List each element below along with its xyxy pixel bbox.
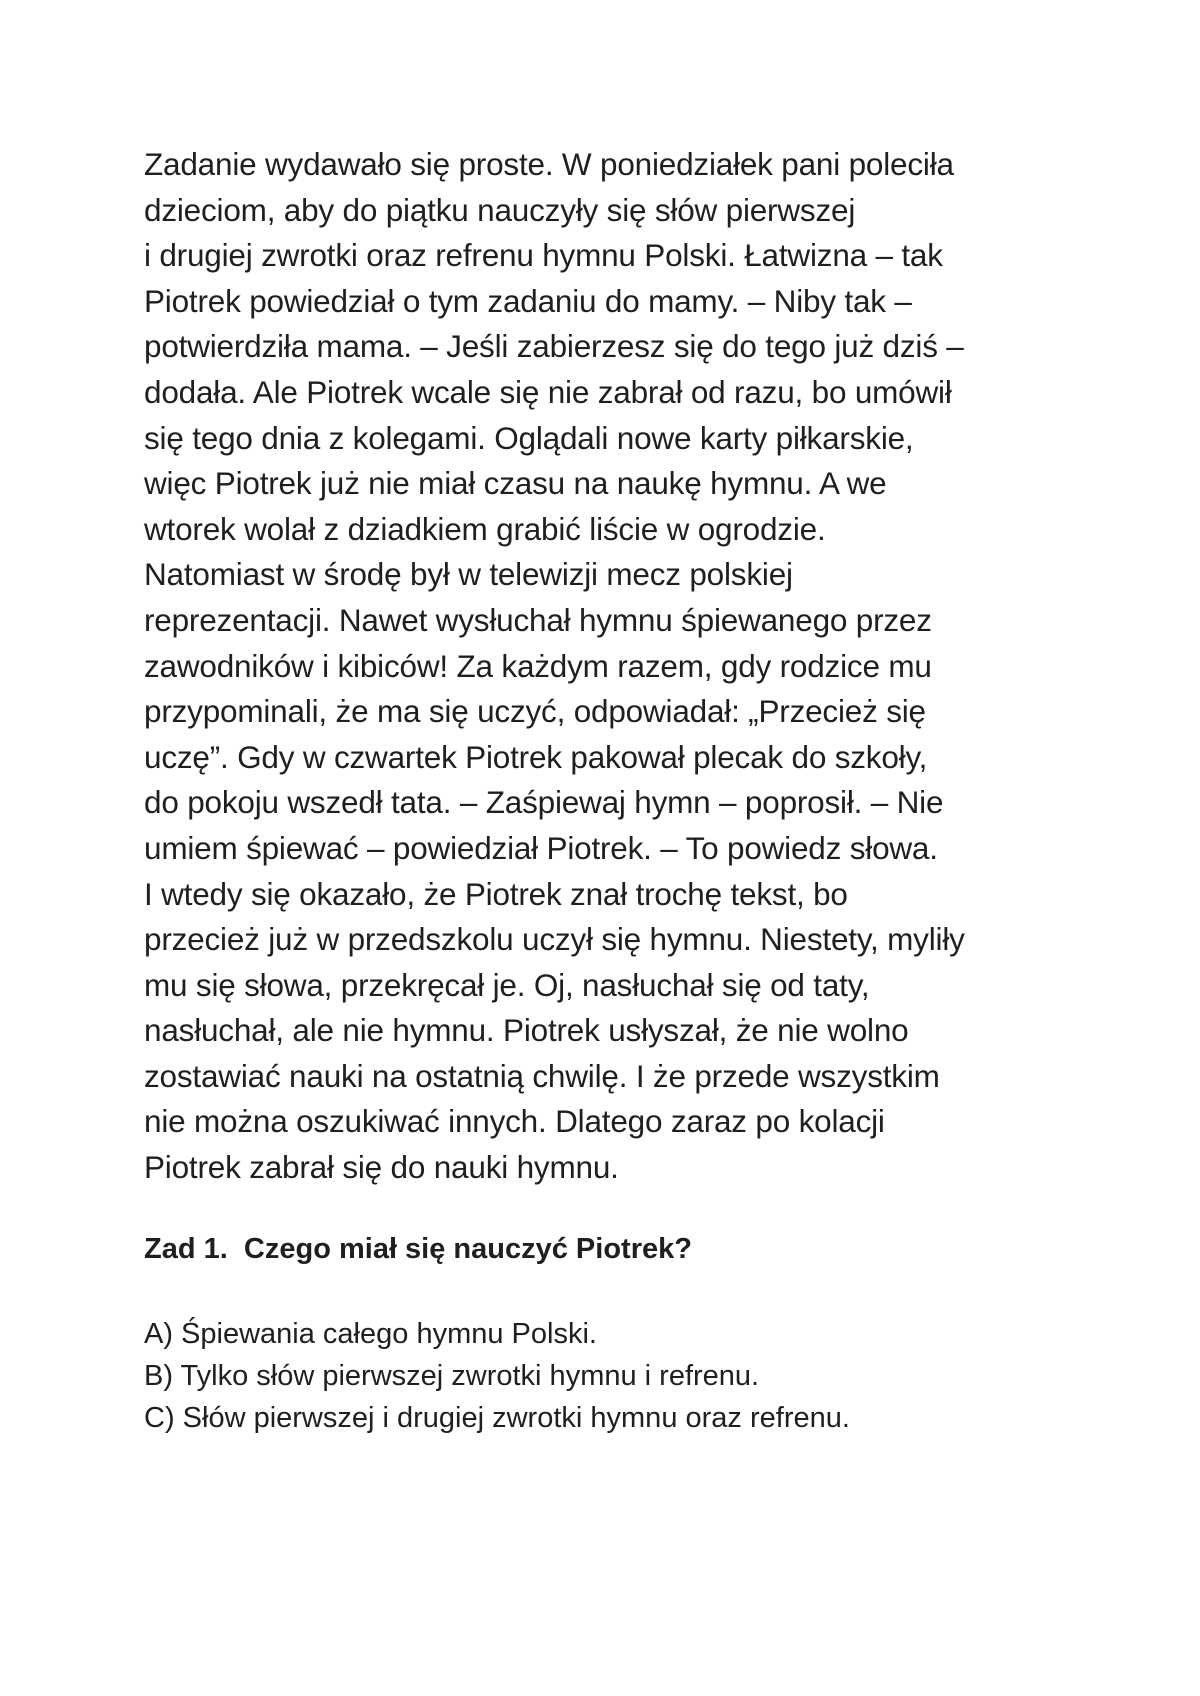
question-heading: Zad 1. Czego miał się nauczyć Piotrek? <box>144 1233 692 1265</box>
story-line: i drugiej zwrotki oraz refrenu hymnu Polski. Łatwizna – tak <box>144 237 943 274</box>
story-line: I wtedy się okazało, że Piotrek znał trochę tekst, bo <box>144 875 848 912</box>
story-line: zawodników i kibiców! Za każdym razem, gdy rodzice mu <box>144 647 932 684</box>
story-line: dodała. Ale Piotrek wcale się nie zabrał od razu, bo umówił <box>144 373 952 410</box>
story-line: się tego dnia z kolegami. Oglądali nowe karty piłkarskie, <box>144 419 914 456</box>
story-line: dzieciom, aby do piątku nauczyły się słów pierwszej <box>144 191 856 228</box>
story-line: mu się słowa, przekręcał je. Oj, nasłuchał się od taty, <box>144 966 870 1003</box>
story-line: reprezentacji. Nawet wysłuchał hymnu śpiewanego przez <box>144 601 932 638</box>
story-line: Piotrek powiedział o tym zadaniu do mamy. – Niby tak – <box>144 282 912 319</box>
story-line: Natomiast w środę był w telewizji mecz polskiej <box>144 556 793 593</box>
story-line: wtorek wolał z dziadkiem grabić liście w ogrodzie. <box>144 510 826 547</box>
story-line: zostawiać nauki na ostatnią chwilę. I że przede wszystkim <box>144 1057 940 1094</box>
answer-option-b: B) Tylko słów pierwszej zwrotki hymnu i refrenu. <box>144 1360 760 1392</box>
story-line: potwierdziła mama. – Jeśli zabierzesz się do tego już dziś – <box>144 328 964 365</box>
story-line: Zadanie wydawało się proste. W poniedziałek pani poleciła <box>144 146 954 182</box>
story-line: nasłuchał, ale nie hymnu. Piotrek usłyszał, że nie wolno <box>144 1012 909 1049</box>
story-line: uczę”. Gdy w czwartek Piotrek pakował plecak do szkoły, <box>144 738 928 775</box>
answer-list <box>144 1313 850 1439</box>
story-text <box>144 142 1104 1191</box>
story-line: nie można oszukiwać innych. Dlatego zaraz po kolacji <box>144 1103 885 1140</box>
story-line: przecież już w przedszkolu uczył się hymnu. Niestety, myliły <box>144 921 965 958</box>
answer-option-c: C) Słów pierwszej i drugiej zwrotki hymnu oraz refrenu. <box>144 1402 850 1434</box>
story-line: umiem śpiewać – powiedział Piotrek. – To powiedz słowa. <box>144 829 938 866</box>
story-line: do pokoju wszedł tata. – Zaśpiewaj hymn – poprosił. – Nie <box>144 784 944 821</box>
story-line: przypominali, że ma się uczyć, odpowiadał: „Przecież się <box>144 693 926 730</box>
answer-option-a: A) Śpiewania całego hymnu Polski. <box>144 1318 597 1350</box>
story-line: Piotrek zabrał się do nauki hymnu. <box>144 1149 619 1186</box>
story-line: więc Piotrek już nie miał czasu na naukę hymnu. A we <box>144 465 887 502</box>
